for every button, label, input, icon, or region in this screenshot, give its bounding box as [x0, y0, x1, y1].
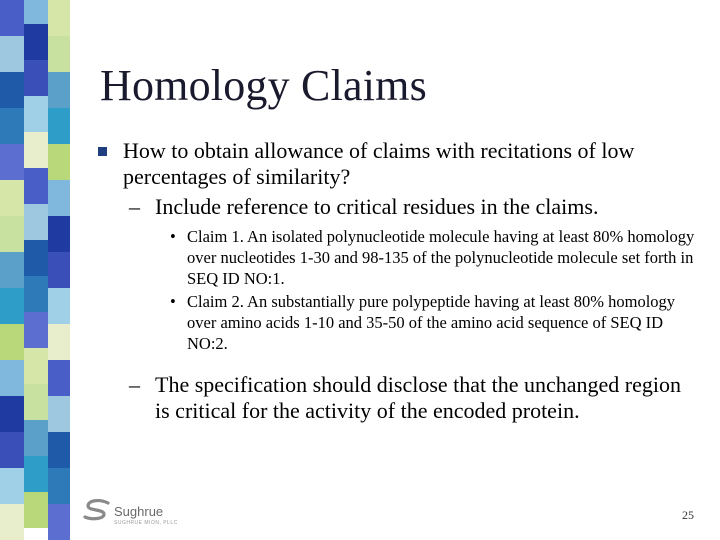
band-tile	[0, 324, 24, 360]
claim-2-bullet	[96, 291, 696, 354]
logo-name: Sughrue	[114, 504, 164, 519]
band-tile	[24, 0, 48, 24]
square-bullet-icon	[98, 147, 107, 156]
decorative-color-band	[0, 0, 70, 540]
band-tile	[0, 396, 24, 432]
sughrue-swoosh-icon	[82, 498, 112, 524]
band-tile	[24, 24, 48, 60]
band-tile	[48, 144, 70, 180]
band-tile	[48, 216, 70, 252]
bullet-main	[96, 138, 696, 190]
band-tile	[24, 96, 48, 132]
band-tile	[0, 468, 24, 504]
bullet-main-text: How to obtain allowance of claims with recitations of low percentages of similarity?	[123, 138, 635, 189]
claim-1-text: Claim 1. An isolated polynucleotide molecule having at least 80% homology over nucleotides 1-30 and 98-135 of the polynucleotide molecule set forth in SEQ ID NO:1.	[187, 227, 695, 288]
band-tile	[24, 492, 48, 528]
sub-bullet-1	[96, 194, 696, 220]
band-tile	[0, 108, 24, 144]
band-tile	[24, 132, 48, 168]
band-tile	[0, 288, 24, 324]
band-tile	[24, 420, 48, 456]
band-tile	[0, 360, 24, 396]
band-tile	[48, 288, 70, 324]
dash-marker: –	[129, 194, 140, 219]
sub-bullet-1-text: Include reference to critical residues in the claims.	[155, 194, 599, 219]
dot-marker: •	[170, 227, 176, 246]
dash-marker: –	[129, 372, 140, 397]
band-tile	[48, 180, 70, 216]
band-tile	[24, 240, 48, 276]
band-tile	[48, 360, 70, 396]
band-tile	[48, 468, 70, 504]
page-number: 25	[682, 508, 694, 522]
band-tile	[24, 348, 48, 384]
dot-marker: •	[170, 292, 176, 311]
band-tile	[48, 504, 70, 540]
band-tile	[0, 36, 24, 72]
claim-2-text: Claim 2. An substantially pure polypeptide having at least 80% homology over amino acids 1-10 and 35-50 of the amino acid sequence of SEQ ID NO:2.	[187, 292, 676, 353]
band-tile	[24, 168, 48, 204]
band-tile	[0, 252, 24, 288]
company-logo	[82, 498, 192, 528]
band-tile	[48, 108, 70, 144]
band-tile	[48, 0, 70, 36]
band-tile	[48, 432, 70, 468]
band-tile	[0, 180, 24, 216]
band-tile	[24, 312, 48, 348]
band-tile	[48, 252, 70, 288]
band-tile	[24, 384, 48, 420]
band-tile	[0, 0, 24, 36]
band-tile	[24, 456, 48, 492]
band-tile	[0, 432, 24, 468]
sub-bullet-2-text: The specification should disclose that the unchanged region is critical for the activity of the encoded protein.	[155, 372, 682, 423]
slide-title: Homology Claims	[100, 61, 427, 110]
slide-content	[96, 138, 696, 424]
band-tile	[48, 324, 70, 360]
band-tile	[0, 216, 24, 252]
band-tile	[24, 276, 48, 312]
band-tile	[48, 396, 70, 432]
band-tile	[0, 144, 24, 180]
sub-bullet-2	[96, 372, 696, 424]
band-tile	[48, 36, 70, 72]
band-tile	[24, 204, 48, 240]
logo-tagline: SUGHRUE MION, PLLC	[114, 520, 178, 526]
band-tile	[0, 504, 24, 540]
band-tile	[0, 72, 24, 108]
claim-1-bullet	[96, 226, 696, 289]
band-tile	[48, 72, 70, 108]
band-tile	[24, 60, 48, 96]
